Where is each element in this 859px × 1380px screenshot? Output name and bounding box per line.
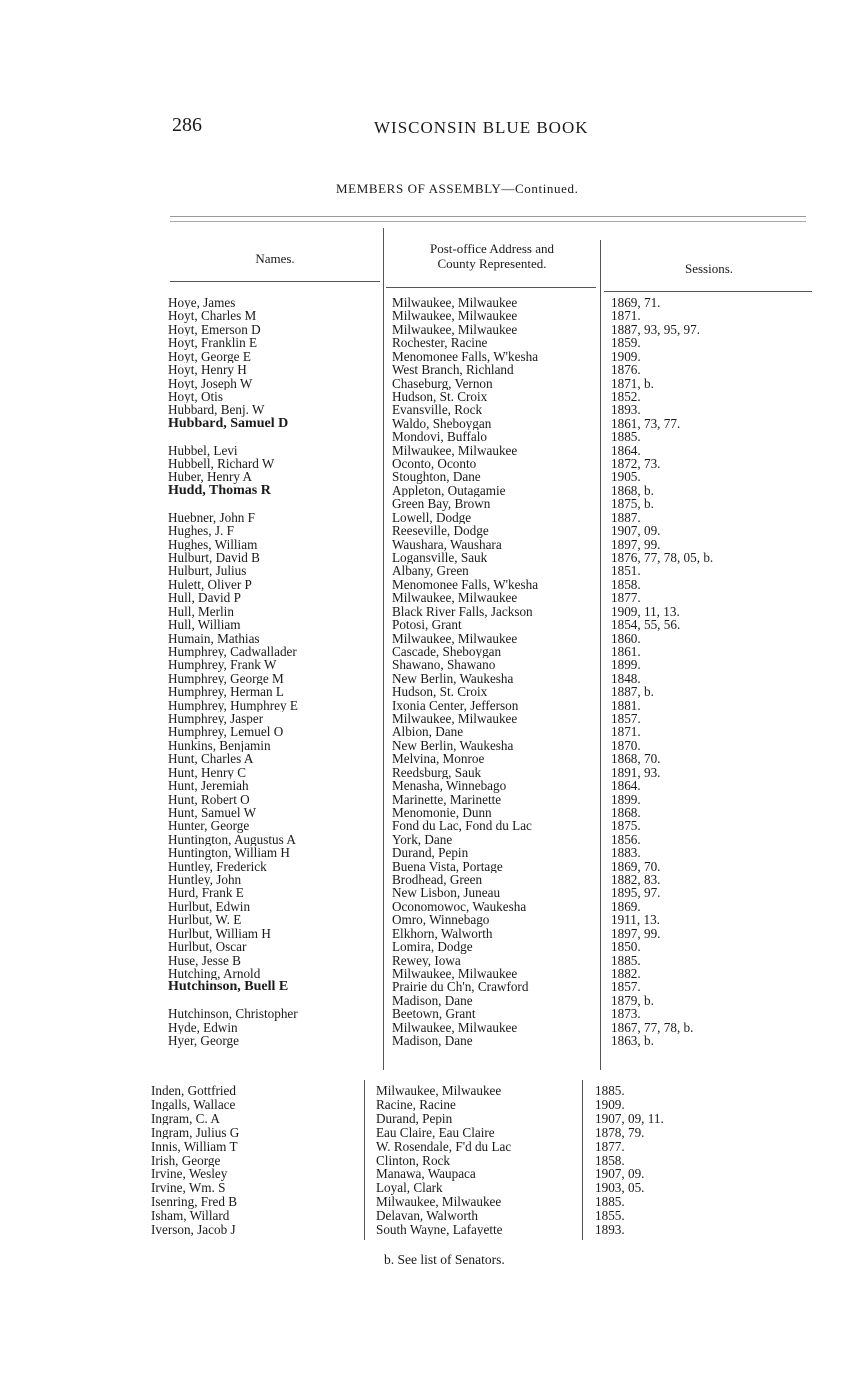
member-sessions: 1883. bbox=[611, 846, 641, 860]
member-sessions: 1857. bbox=[611, 980, 641, 994]
member-address: Buena Vista, Portage bbox=[392, 859, 503, 874]
member-name: Hoyt, Joseph W bbox=[168, 376, 253, 390]
column-divider-right-lower bbox=[582, 1080, 583, 1240]
member-name: Hulett, Oliver P bbox=[168, 577, 252, 592]
member-name: Irvine, Wm. S bbox=[151, 1181, 226, 1195]
member-name: Hurlbut, William H bbox=[168, 926, 271, 941]
member-address: Logansville, Sauk bbox=[392, 550, 488, 565]
member-name: Hutching, Arnold bbox=[168, 967, 261, 981]
member-sessions: 1861. bbox=[611, 644, 641, 659]
member-address: Racine, Racine bbox=[376, 1097, 456, 1112]
member-name: Hoyt, George E bbox=[168, 349, 251, 364]
member-name: Hull, William bbox=[168, 618, 241, 632]
member-sessions: 1854, 55, 56. bbox=[611, 618, 681, 632]
member-sessions: 1868, 70. bbox=[611, 752, 661, 766]
member-address: Milwaukee, Milwaukee bbox=[392, 967, 518, 981]
member-sessions: 1893. bbox=[611, 403, 641, 417]
member-address: Reedsburg, Sauk bbox=[392, 765, 482, 780]
member-address: Milwaukee, Milwaukee bbox=[392, 712, 518, 726]
member-name: Irish, George bbox=[151, 1153, 221, 1167]
member-sessions: 1873. bbox=[611, 1007, 641, 1021]
column-header-address-line2: County Represented. bbox=[437, 256, 547, 271]
member-sessions: 1911, 13. bbox=[611, 913, 660, 927]
member-name: Hurlbut, Oscar bbox=[168, 940, 247, 954]
member-name: Hoyt, Henry H bbox=[168, 363, 247, 377]
member-address: Evansville, Rock bbox=[392, 403, 483, 417]
member-sessions: 1869, 70. bbox=[611, 859, 661, 874]
page-title: WISCONSIN BLUE BOOK bbox=[374, 118, 589, 137]
member-address: Appleton, Outagamie bbox=[392, 483, 506, 498]
member-sessions: 1907, 09. bbox=[611, 524, 661, 538]
member-sessions: 1869. bbox=[611, 899, 641, 914]
member-name: Hubbel, Levi bbox=[168, 443, 238, 458]
member-name: Humphrey, Jasper bbox=[168, 712, 264, 726]
member-name: Humain, Mathias bbox=[168, 631, 260, 645]
member-address: Stoughton, Dane bbox=[392, 470, 481, 484]
member-name: Hulburt, David B bbox=[168, 550, 260, 565]
member-name: Hulburt, Julius bbox=[168, 564, 247, 578]
member-sessions: 1858. bbox=[611, 577, 641, 592]
member-name: Hunt, Henry C bbox=[168, 765, 247, 780]
member-name: Isenring, Fred B bbox=[151, 1195, 238, 1209]
member-address: Waldo, Sheboygan bbox=[392, 416, 492, 431]
member-sessions: 1856. bbox=[611, 832, 641, 847]
member-address: Lowell, Dodge bbox=[392, 510, 472, 525]
member-address: Beetown, Grant bbox=[392, 1007, 476, 1021]
member-address: Oconomowoc, Waukesha bbox=[392, 899, 527, 914]
member-sessions: 1879, b. bbox=[611, 993, 654, 1008]
member-name: Iverson, Jacob J bbox=[151, 1223, 236, 1237]
member-address: Ixonia Center, Jefferson bbox=[392, 698, 519, 712]
member-name: Innis, William T bbox=[151, 1139, 238, 1153]
column-divider-right-upper bbox=[600, 240, 601, 1070]
member-address: Menasha, Winnebago bbox=[392, 779, 507, 793]
member-address: Milwaukee, Milwaukee bbox=[376, 1195, 502, 1209]
member-name: Humphrey, George M bbox=[168, 671, 284, 686]
member-name: Hunt, Jeremiah bbox=[168, 779, 249, 793]
top-rule bbox=[170, 216, 806, 217]
member-sessions: 1907, 09. bbox=[595, 1167, 645, 1181]
member-sessions: 1875. bbox=[611, 819, 641, 833]
member-sessions: 1872, 73. bbox=[611, 457, 661, 471]
member-address: Milwaukee, Milwaukee bbox=[392, 1020, 518, 1035]
member-name: Huber, Henry A bbox=[168, 470, 253, 484]
member-name: Inden, Gottfried bbox=[151, 1084, 236, 1098]
member-name: Hoyt, Franklin E bbox=[168, 336, 258, 350]
member-address: Elkhorn, Walworth bbox=[392, 926, 493, 941]
member-sessions: 1868. bbox=[611, 805, 641, 820]
member-address: Loyal, Clark bbox=[376, 1181, 443, 1195]
member-address: Prairie du Ch'n, Crawford bbox=[392, 980, 529, 994]
member-sessions: 1869, 71. bbox=[611, 296, 661, 310]
member-address: Waushara, Waushara bbox=[392, 537, 502, 551]
member-sessions: 1885. bbox=[595, 1084, 625, 1098]
member-name: Hoyt, Charles M bbox=[168, 309, 257, 323]
member-address: Madison, Dane bbox=[392, 1034, 473, 1048]
member-sessions: 1887, b. bbox=[611, 685, 654, 699]
member-name: Hughes, William bbox=[168, 537, 258, 551]
header-underline-address bbox=[386, 287, 596, 288]
member-sessions: 1876. bbox=[611, 363, 641, 377]
member-address: Durand, Pepin bbox=[376, 1111, 453, 1126]
member-address: South Wayne, Lafayette bbox=[376, 1223, 503, 1237]
member-name: Hunt, Robert O bbox=[168, 792, 250, 806]
header-underline-sessions bbox=[604, 291, 812, 292]
member-address: Eau Claire, Eau Claire bbox=[376, 1125, 495, 1140]
column-header-address-line1: Post-office Address and bbox=[430, 241, 554, 256]
member-address: West Branch, Richland bbox=[392, 363, 514, 377]
member-sessions: 1899. bbox=[611, 658, 641, 672]
member-name: Hyer, George bbox=[168, 1034, 239, 1048]
member-sessions: 1868, b. bbox=[611, 483, 654, 498]
member-sessions: 1877. bbox=[611, 591, 641, 605]
member-address: Chaseburg, Vernon bbox=[392, 376, 493, 390]
member-name: Hull, Merlin bbox=[168, 604, 234, 619]
member-sessions: 1859. bbox=[611, 336, 641, 350]
column-divider-left-lower bbox=[364, 1080, 365, 1240]
member-name: Humphrey, Cadwallader bbox=[168, 644, 297, 659]
member-name: Ingram, C. A bbox=[151, 1111, 220, 1126]
member-address: New Berlin, Waukesha bbox=[392, 738, 514, 753]
member-address: Omro, Winnebago bbox=[392, 913, 490, 927]
header-underline-names bbox=[170, 281, 380, 282]
member-address: Brodhead, Green bbox=[392, 873, 483, 887]
member-sessions: 1855. bbox=[595, 1209, 625, 1223]
member-sessions: 1875, b. bbox=[611, 497, 654, 511]
member-sessions: 1878, 79. bbox=[595, 1125, 645, 1140]
member-sessions: 1895, 97. bbox=[611, 886, 661, 900]
member-name: Humphrey, Humphrey E bbox=[168, 698, 298, 712]
member-sessions: 1877. bbox=[595, 1139, 625, 1153]
member-sessions: 1882. bbox=[611, 967, 641, 981]
member-sessions: 1876, 77, 78, 05, b. bbox=[611, 550, 714, 565]
member-name: Hyde, Edwin bbox=[168, 1020, 238, 1035]
member-sessions: 1871, b. bbox=[611, 376, 654, 390]
member-address: Reeseville, Dodge bbox=[392, 524, 489, 538]
section-title: MEMBERS OF ASSEMBLY—Continued. bbox=[336, 181, 579, 196]
member-name: Hurd, Frank E bbox=[168, 886, 244, 900]
member-name: Hudd, Thomas R bbox=[168, 483, 271, 498]
member-name: Isham, Willard bbox=[151, 1209, 230, 1223]
column-header-sessions: Sessions. bbox=[684, 261, 734, 276]
member-sessions: 1867, 77, 78, b. bbox=[611, 1020, 694, 1035]
member-name: Hull, David P bbox=[168, 591, 241, 605]
member-name: Huntington, Augustus A bbox=[168, 832, 296, 847]
member-name: Huntley, John bbox=[168, 873, 242, 887]
member-name: Hunter, George bbox=[168, 819, 250, 833]
member-address: Menomonee Falls, W'kesha bbox=[392, 349, 539, 364]
member-name: Huebner, John F bbox=[168, 510, 256, 525]
member-sessions: 1899. bbox=[611, 792, 641, 806]
member-name: Hurlbut, W. E bbox=[168, 913, 242, 927]
member-sessions: 1903, 05. bbox=[595, 1181, 645, 1195]
member-name: Hoyt, Otis bbox=[168, 389, 223, 404]
member-address: Milwaukee, Milwaukee bbox=[392, 631, 518, 645]
member-address: Menomonee Falls, W'kesha bbox=[392, 577, 539, 592]
member-address: Hudson, St. Croix bbox=[392, 389, 488, 404]
member-name: Humphrey, Herman L bbox=[168, 685, 284, 699]
member-name: Hoye, James bbox=[168, 296, 236, 310]
member-name: Hunkins, Benjamin bbox=[168, 738, 271, 753]
member-address: Potosi, Grant bbox=[392, 618, 462, 632]
column-header-names: Names. bbox=[255, 251, 295, 266]
member-sessions: 1870. bbox=[611, 738, 641, 753]
member-address: Cascade, Sheboygan bbox=[392, 644, 502, 659]
member-name: Hoyt, Emerson D bbox=[168, 322, 261, 337]
member-sessions: 1861, 73, 77. bbox=[611, 416, 681, 431]
member-address: Menomonie, Dunn bbox=[392, 805, 492, 820]
member-address: Milwaukee, Milwaukee bbox=[392, 322, 518, 337]
member-name: Ingalls, Wallace bbox=[151, 1097, 236, 1112]
member-address: Mondovi, Buffalo bbox=[392, 430, 487, 444]
member-sessions: 1897, 99. bbox=[611, 537, 661, 551]
member-sessions: 1848. bbox=[611, 671, 641, 686]
member-sessions: 1885. bbox=[595, 1195, 625, 1209]
member-sessions: 1857. bbox=[611, 712, 641, 726]
member-address: Lomira, Dodge bbox=[392, 940, 473, 954]
member-name: Hunt, Samuel W bbox=[168, 805, 257, 820]
member-sessions: 1893. bbox=[595, 1223, 625, 1237]
member-name: Hurlbut, Edwin bbox=[168, 899, 251, 914]
member-sessions: 1882, 83. bbox=[611, 873, 661, 887]
member-sessions: 1871. bbox=[611, 725, 641, 739]
member-address: Albany, Green bbox=[392, 564, 469, 578]
member-address: Oconto, Oconto bbox=[392, 457, 477, 471]
member-sessions: 1851. bbox=[611, 564, 641, 578]
member-name: Hutchinson, Christopher bbox=[168, 1007, 298, 1021]
member-sessions: 1881. bbox=[611, 698, 641, 712]
member-address: W. Rosendale, F'd du Lac bbox=[376, 1139, 512, 1153]
member-sessions: 1871. bbox=[611, 309, 641, 323]
member-address: Madison, Dane bbox=[392, 993, 473, 1008]
member-sessions: 1909. bbox=[595, 1097, 625, 1112]
member-name: Irvine, Wesley bbox=[151, 1167, 228, 1181]
member-sessions: 1850. bbox=[611, 940, 641, 954]
member-address: Milwaukee, Milwaukee bbox=[392, 591, 518, 605]
member-name: Hubbell, Richard W bbox=[168, 457, 275, 471]
member-address: York, Dane bbox=[392, 832, 453, 847]
member-name: Ingram, Julius G bbox=[151, 1125, 240, 1140]
member-address: Rochester, Racine bbox=[392, 336, 488, 350]
member-sessions: 1909, 11, 13. bbox=[611, 604, 680, 619]
member-sessions: 1907, 09, 11. bbox=[595, 1111, 664, 1126]
member-sessions: 1887. bbox=[611, 510, 641, 525]
member-address: Clinton, Rock bbox=[376, 1153, 450, 1167]
member-address: Marinette, Marinette bbox=[392, 792, 502, 806]
member-name: Humphrey, Lemuel O bbox=[168, 725, 284, 739]
member-name: Huse, Jesse B bbox=[168, 953, 241, 967]
member-address: Milwaukee, Milwaukee bbox=[392, 443, 518, 458]
member-sessions: 1864. bbox=[611, 779, 641, 793]
member-address: New Berlin, Waukesha bbox=[392, 671, 514, 686]
member-sessions: 1891, 93. bbox=[611, 765, 661, 780]
member-name: Huntley, Frederick bbox=[168, 859, 267, 874]
member-sessions: 1885. bbox=[611, 430, 641, 444]
member-address: Hudson, St. Croix bbox=[392, 685, 488, 699]
member-name: Huntington, William H bbox=[168, 846, 290, 860]
member-address: Green Bay, Brown bbox=[392, 497, 491, 511]
member-address: Fond du Lac, Fond du Lac bbox=[392, 819, 532, 833]
member-sessions: 1852. bbox=[611, 389, 641, 404]
member-name: Hubbard, Benj. W bbox=[168, 403, 265, 417]
member-name: Hutchinson, Buell E bbox=[168, 980, 289, 994]
member-sessions: 1860. bbox=[611, 631, 641, 645]
member-name: Hughes, J. F bbox=[168, 524, 234, 538]
member-address: Milwaukee, Milwaukee bbox=[392, 296, 518, 310]
member-address: Milwaukee, Milwaukee bbox=[376, 1084, 502, 1098]
member-address: Durand, Pepin bbox=[392, 846, 469, 860]
member-name: Hubbard, Samuel D bbox=[168, 416, 289, 431]
member-sessions: 1864. bbox=[611, 443, 641, 458]
member-sessions: 1885. bbox=[611, 953, 641, 967]
page-number: 286 bbox=[172, 114, 202, 136]
member-sessions: 1858. bbox=[595, 1153, 625, 1167]
member-address: Albion, Dane bbox=[392, 725, 464, 739]
member-address: Delavan, Walworth bbox=[376, 1209, 478, 1223]
member-address: Shawano, Shawano bbox=[392, 658, 496, 672]
member-sessions: 1909. bbox=[611, 349, 641, 364]
member-address: Rewey, Iowa bbox=[392, 953, 461, 967]
member-name: Hunt, Charles A bbox=[168, 752, 254, 766]
column-divider-left-upper bbox=[383, 228, 384, 1070]
footnote: b. See list of Senators. bbox=[384, 1252, 505, 1267]
member-sessions: 1897, 99. bbox=[611, 926, 661, 941]
member-address: Manawa, Waupaca bbox=[376, 1167, 476, 1181]
member-address: Black River Falls, Jackson bbox=[392, 604, 533, 619]
member-address: New Lisbon, Juneau bbox=[392, 886, 501, 900]
member-sessions: 1905. bbox=[611, 470, 641, 484]
top-rule-2 bbox=[170, 221, 806, 222]
member-address: Milwaukee, Milwaukee bbox=[392, 309, 518, 323]
member-name: Humphrey, Frank W bbox=[168, 658, 277, 672]
member-address: Melvina, Monroe bbox=[392, 752, 485, 766]
member-sessions: 1887, 93, 95, 97. bbox=[611, 322, 701, 337]
member-sessions: 1863, b. bbox=[611, 1034, 654, 1048]
